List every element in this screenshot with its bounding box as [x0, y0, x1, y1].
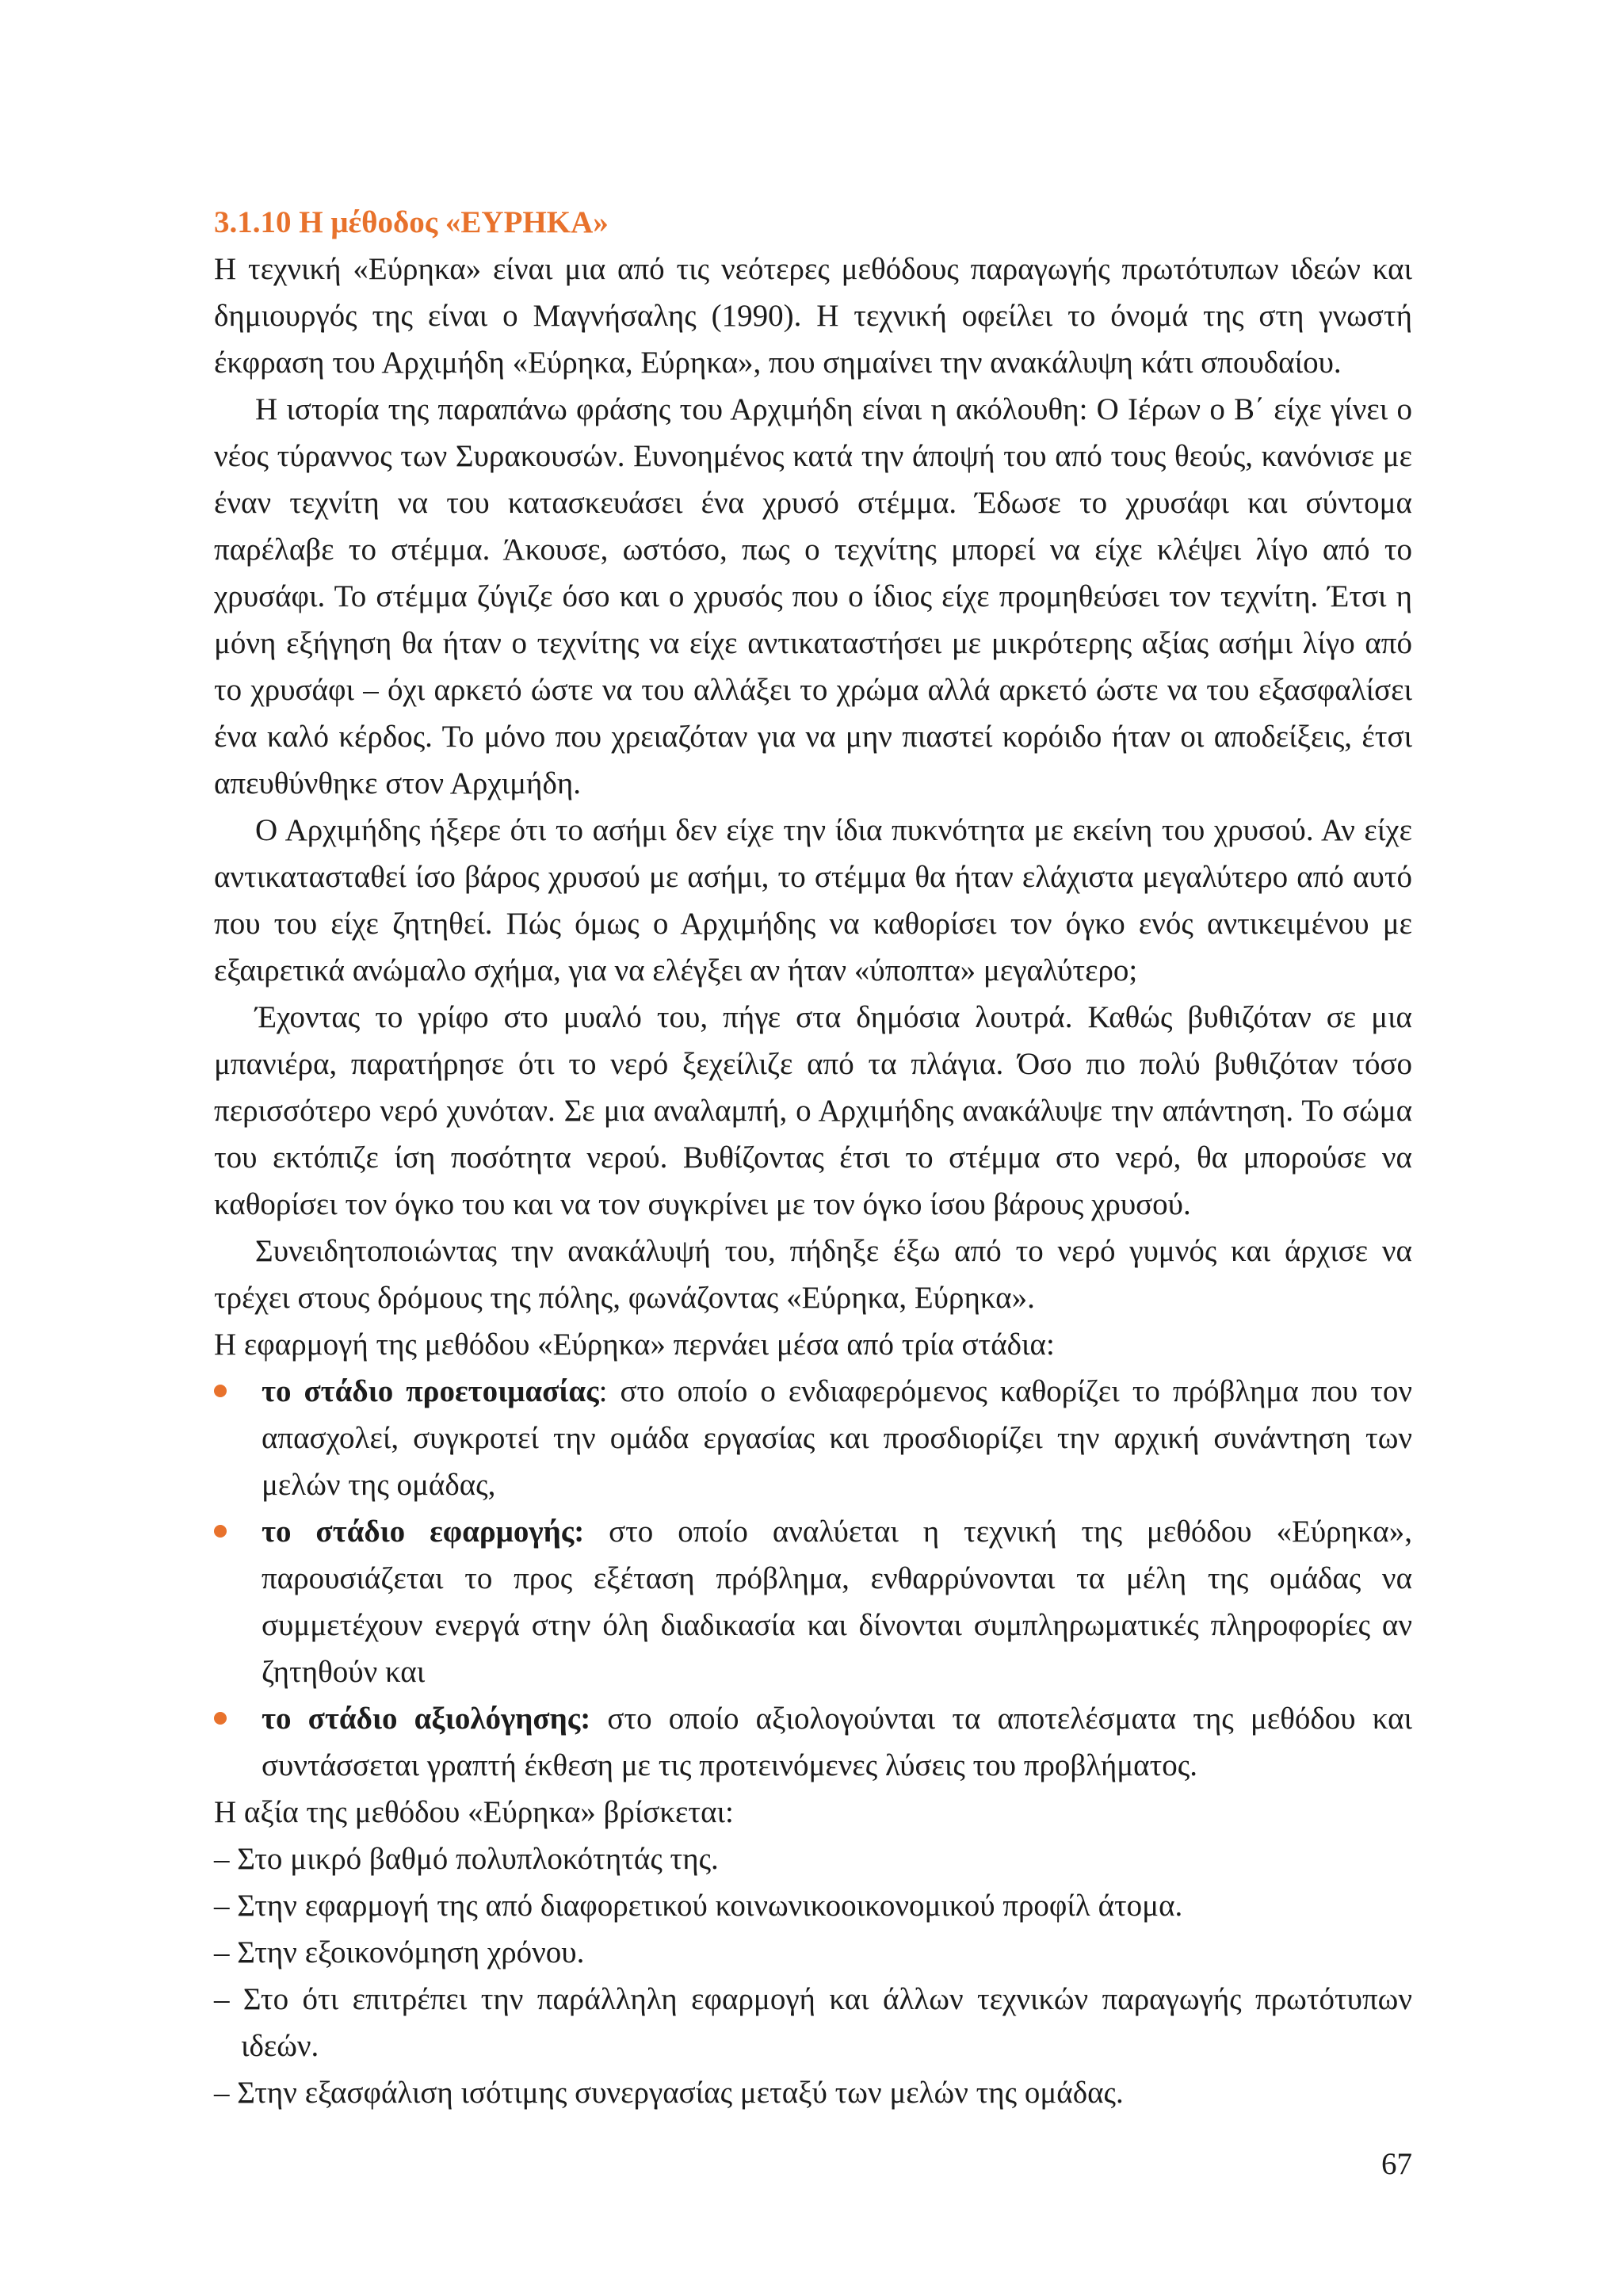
page-number: 67	[1381, 2147, 1412, 2181]
list-item: – Στην εξοικονόμηση χρόνου.	[214, 1935, 585, 1969]
section-heading: 3.1.10 Η μέθοδος «ΕΥΡΗΚΑ»	[214, 205, 609, 239]
bullet-icon	[214, 1525, 227, 1538]
list-item	[214, 1695, 1412, 1789]
paragraph-history: Η ιστορία της παραπάνω φράσης του Αρχιμήδη είναι η ακόλουθη: Ο Ιέρων ο Β΄ είχε γίνει ο νέος τύραννος των Συρακουσών. Ευνοημένος κατά την άποψή του από τους θεούς, κανόνισε με έναν τεχνίτη να του κατασκευάσει ένα χρυσό στέμμα. Έδωσε το χρυσάφι και σύντομα παρέλαβε το στέμμα. Άκουσε, ωστόσο, πως ο τεχνίτης μπορεί να είχε κλέψει λίγο από το χρυσάφι. Το στέμμα ζύγιζε όσο και ο χρυσός που ο ίδιος είχε προμηθεύσει τον τεχνίτη. Έτσι η μόνη εξήγηση θα ήταν ο τεχνίτης να είχε αντικαταστήσει με μικρότερης αξίας ασήμι λίγο από το χρυσάφι – όχι αρκετό ώστε να του αλλάξει το χρώμα αλλά αρκετό ώστε να του εξασφαλίσει ένα καλό κέρδος. Το μόνο που χρειαζόταν για να μην πιαστεί κορόιδο ήταν οι αποδείξεις, έτσι απευθύνθηκε στον Αρχιμήδη.	[214, 392, 1412, 800]
bullet-icon	[214, 1712, 227, 1725]
list-item: – Στο μικρό βαθμό πολυπλοκότητάς της.	[214, 1842, 719, 1876]
stage-text: στο οποίο αναλύεται η τεχνική της μεθόδου «Εύρηκα», παρουσιάζεται το προς εξέταση πρόβλημα, ενθαρρύνονται τα μέλη της ομάδας να συμμετέχουν ενεργά στην όλη διαδικασία και δίνονται συμπληρωματικές πληροφορίες αν ζητηθούν και	[262, 1515, 1412, 1689]
list-item: – Στην εφαρμογή της από διαφορετικού κοινωνικοοικονομικού προφίλ άτομα.	[214, 1889, 1183, 1923]
values-list	[214, 1836, 1412, 2116]
paragraph-density: Ο Αρχιμήδης ήξερε ότι το ασήμι δεν είχε την ίδια πυκνότητα με εκείνη του χρυσού. Αν είχε αντικατασταθεί ίσο βάρος χρυσού με ασήμι, το στέμμα θα ήταν ελάχιστα μεγαλύτερο από αυτό που του είχε ζητηθεί. Πώς όμως ο Αρχιμήδης να καθορίσει τον όγκο ενός αντικειμένου με εξαιρετικά ανώμαλο σχήμα, για να ελέγξει αν ήταν «ύποπτα» μεγαλύτερο;	[214, 813, 1412, 988]
paragraph-intro: Η τεχνική «Εύρηκα» είναι μια από τις νεότερες μεθόδους παραγωγής πρωτότυπων ιδεών και δημιουργός της είναι ο Μαγνήσαλης (1990). Η τεχνική οφείλει το όνομά της στη γνωστή έκφραση του Αρχιμήδη «Εύρηκα, Εύρηκα», που σημαίνει την ανακάλυψη κάτι σπουδαίου.	[214, 252, 1412, 380]
stage-term: το στάδιο αξιολόγησης:	[262, 1702, 591, 1736]
page-content	[214, 200, 1412, 2116]
stage-text: : στο οποίο ο ενδιαφερόμενος καθορίζει το πρόβλημα που τον απασχολεί, συγκροτεί την ομάδα εργασίας και προσδιορίζει την αρχική συνάντηση των μελών της ομάδας,	[262, 1374, 1413, 1502]
stage-term: το στάδιο εφαρμογής:	[262, 1515, 585, 1549]
stage-text: στο οποίο αξιολογούνται τα αποτελέσματα της μεθόδου και συντάσσεται γραπτή έκθεση με τις προτεινόμενες λύσεις του προβλήματος.	[262, 1702, 1412, 1782]
stages-list	[214, 1368, 1412, 1789]
list-item	[214, 1508, 1412, 1695]
list-item: – Στο ότι επιτρέπει την παράλληλη εφαρμογή και άλλων τεχνικών παραγωγής πρωτότυπων ιδεών.	[214, 1982, 1412, 2063]
paragraph-value-intro: Η αξία της μεθόδου «Εύρηκα» βρίσκεται:	[214, 1795, 734, 1829]
paragraph-stages-intro: Η εφαρμογή της μεθόδου «Εύρηκα» περνάει μέσα από τρία στάδια:	[214, 1328, 1055, 1362]
list-item	[214, 1368, 1412, 1508]
stage-term: το στάδιο προετοιμασίας	[262, 1374, 599, 1408]
paragraph-bath: Έχοντας το γρίφο στο μυαλό του, πήγε στα δημόσια λουτρά. Καθώς βυθιζόταν σε μια μπανιέρα, παρατήρησε ότι το νερό ξεχείλιζε από τα πλάγια. Όσο πιο πολύ βυθιζόταν τόσο περισσότερο νερό χυνόταν. Σε μια αναλαμπή, ο Αρχιμήδης ανακάλυψε την απάντηση. Το σώμα του εκτόπιζε ίση ποσότητα νερού. Βυθίζοντας έτσι το στέμμα στο νερό, θα μπορούσε να καθορίσει τον όγκο του και να τον συγκρίνει με τον όγκο ίσου βάρους χρυσού.	[214, 1000, 1412, 1221]
paragraph-discovery: Συνειδητοποιώντας την ανακάλυψή του, πήδηξε έξω από το νερό γυμνός και άρχισε να τρέχει στους δρόμους της πόλης, φωνάζοντας «Εύρηκα, Εύρηκα».	[214, 1234, 1412, 1315]
list-item: – Στην εξασφάλιση ισότιμης συνεργασίας μεταξύ των μελών της ομάδας.	[214, 2076, 1124, 2110]
bullet-icon	[214, 1385, 227, 1397]
